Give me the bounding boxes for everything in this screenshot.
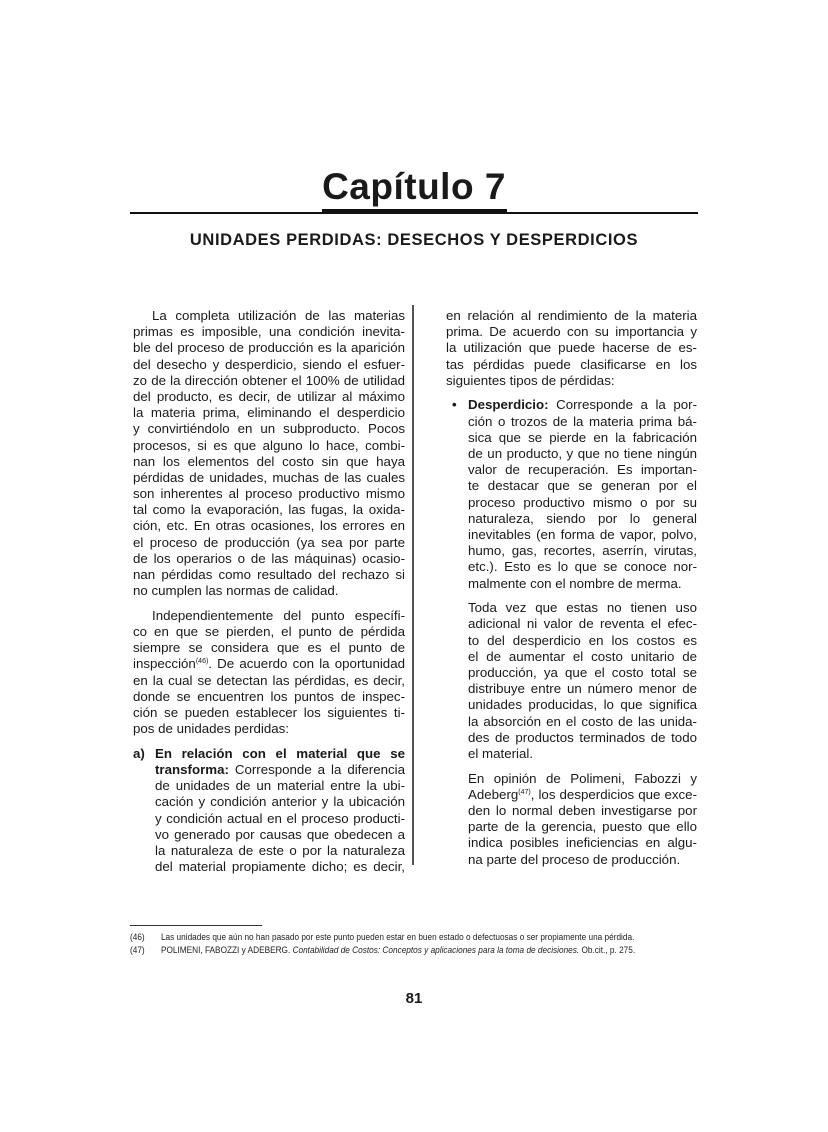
text-line: en la cual se detectan las pérdidas, es decir, [133, 672, 405, 688]
text-line: de un producto, y que no tiene ningún [468, 446, 697, 461]
text-line: Desperdicio: Corresponde a la por- [468, 397, 697, 413]
text-line: zo de la dirección obtener el 100% de utilidad [133, 372, 405, 388]
left-column [133, 308, 405, 884]
list-item [446, 397, 697, 591]
text-line: na parte del proceso de producción. [468, 851, 681, 867]
page-number: 81 [405, 990, 423, 1007]
title-rule [130, 212, 698, 214]
footnote-46 [130, 932, 634, 943]
text-line: pérdidas de unidades, muchas de las cuales [133, 469, 405, 485]
chapter-subtitle: UNIDADES PERDIDAS: DESECHOS Y DESPERDICIOS [189, 231, 639, 249]
text-line: proceso productivo mismo o por su [468, 494, 697, 510]
text-line: te destacar que se generan por el [468, 478, 697, 494]
text-line: unidades producidas, lo que significa [468, 697, 697, 713]
text-line: procesos, si es que alguno lo hace, combi- [133, 437, 405, 453]
text-line: del material propiamente dicho; es decir, [155, 859, 405, 875]
text-line: malmente con el nombre de merma. [468, 575, 682, 591]
bullet-icon: • [452, 397, 457, 413]
text-line: adicional ni valor de reventa el efec- [468, 616, 697, 632]
text-line: naturaleza, siendo por lo general [468, 510, 697, 526]
text-line: el material. [468, 745, 534, 761]
text-line: la absorción en el costo de las unida- [468, 713, 697, 729]
footnote-text: POLIMENI, FABOZZI y ADEBERG. [160, 945, 293, 956]
right-column [446, 308, 697, 876]
list-marker: a) [133, 745, 145, 761]
footnote-47 [130, 945, 635, 956]
text-line: de los operarios o de las máquinas) ocasio- [133, 550, 405, 566]
footnote-number: (46) [130, 932, 145, 943]
paragraph [133, 608, 405, 738]
list-item [133, 746, 405, 876]
text-line: siguientes tipos de pérdidas: [446, 372, 615, 388]
text-line: en relación al rendimiento de la materia [446, 308, 697, 323]
text-line: Adeberg$^{(47)}$, los desperdicios que exce- [468, 786, 697, 802]
text-line: vo generado por causas que obedecen a [155, 826, 405, 842]
footnote-rule [130, 925, 262, 926]
text-line: humo, gas, recortes, aserrín, virutas, [468, 543, 697, 559]
text-line: del producto, es decir, de utilizar al máximo [133, 388, 405, 404]
text-line: nan pérdidas como resultado del rechazo si [133, 567, 405, 582]
text-line: la naturaleza de este o por la naturaleza [155, 843, 405, 858]
text-line: to del desperdicio en los costos es [468, 632, 697, 648]
text-line: cación y condición anterior y la ubicación [155, 794, 405, 810]
text-line: nan los elementos del costo sin que haya [133, 453, 405, 469]
text-line: de unidades de un material entre la ubi- [155, 778, 405, 794]
text-line: sica que se pierde en la fabricación [468, 429, 697, 445]
footnote-text: Las unidades que aún no han pasado por este punto pueden estar en buen estado o defectuosas o ser propiamente una pérdida. [160, 932, 635, 943]
text-line: son inherentes al proceso productivo mismo [133, 486, 405, 502]
text-line: el proceso de producción (ya sea por parte [133, 534, 405, 550]
text-line: Toda vez que estas no tienen uso [468, 600, 697, 616]
text-line: ción se pueden establecer los siguientes ti- [133, 705, 405, 720]
text-line [155, 746, 405, 762]
text-line: ble del proceso de producción es la aparición [133, 340, 405, 356]
text-line: co en que se pierden, el punto de pérdida [133, 624, 405, 640]
text-line: En opinión de Polimeni, Fabozzi y [468, 770, 697, 786]
text-line: La completa utilización de las materias [152, 308, 405, 323]
text-line: siempre se considera que es el punto de [133, 640, 405, 656]
footnote-number: (47) [130, 945, 145, 956]
text-line: ción o trozos de la materia prima bá- [468, 413, 697, 429]
footnote-text: Ob.cit., p. 275. [579, 945, 636, 956]
text-line: valor de recuperación. Es importan- [468, 462, 697, 478]
text-line: el de aumentar el costo unitario de [468, 648, 697, 664]
column-divider [412, 305, 414, 865]
text-line: inspección$^{(46)}$. De acuerdo con la oportunidad [133, 656, 405, 672]
text-line: y convirtiéndolo en un subproducto. Pocos [133, 421, 405, 437]
text-line: producción, ya que el costo total se [468, 664, 697, 680]
text-line: tal como la evaporación, las fugas, la oxida- [133, 502, 405, 518]
text-line: inevitables (en forma de vapor, polvo, [468, 526, 697, 542]
text-line: des de productos terminados de todo [468, 729, 697, 745]
text-line: etc.). Esto es lo que se conoce nor- [468, 559, 697, 575]
footnote-ref: (46) [195, 658, 209, 666]
text-line: donde se encuentren los puntos de inspec- [133, 688, 405, 704]
text-line: transforma: Corresponde a la diferencia [155, 762, 405, 778]
text-line: den lo normal deben investigarse por [468, 802, 697, 818]
text-line: prima. De acuerdo con su importancia y [446, 324, 697, 340]
text-line: tas pérdidas puede clasificarse en los [446, 356, 697, 372]
text-line: pos de unidades perdidas: [133, 721, 289, 737]
text-line: distribuye entre un número menor de [468, 681, 697, 697]
text-line: parte de la gerencia, puesto que ello [468, 819, 697, 835]
text-line: la materia prima, eliminando el desperdicio [133, 405, 405, 421]
text-line: Independientemente del punto específi- [152, 607, 405, 623]
paragraph [446, 308, 697, 389]
bold-term: En relación con el material que se [155, 745, 405, 761]
footnote-ref: (47) [518, 788, 531, 796]
text-line: no cumplen las normas de calidad. [133, 583, 339, 599]
text-line: la utilización que puede hacerse de es- [446, 340, 697, 356]
text-line: del desecho y desperdicio, siendo el esfuer- [133, 356, 405, 372]
text-line: primas es imposible, una condición inevita- [133, 324, 405, 340]
footnote-book-title: Contabilidad de Costos: Conceptos y aplicaciones para la toma de decisiones. [292, 945, 580, 956]
bold-term: Desperdicio: [468, 397, 549, 413]
paragraph [446, 600, 697, 762]
text-line: indica posibles ineficiencias en algu- [468, 835, 697, 851]
paragraph [133, 308, 405, 599]
text-line: y condición actual en el proceso producti- [155, 810, 405, 826]
text-line: ción, etc. En otras ocasiones, los errores en [133, 518, 405, 534]
paragraph [446, 771, 697, 868]
bold-term: transforma: [155, 762, 229, 778]
chapter-title: Capítulo 7 [322, 166, 506, 207]
